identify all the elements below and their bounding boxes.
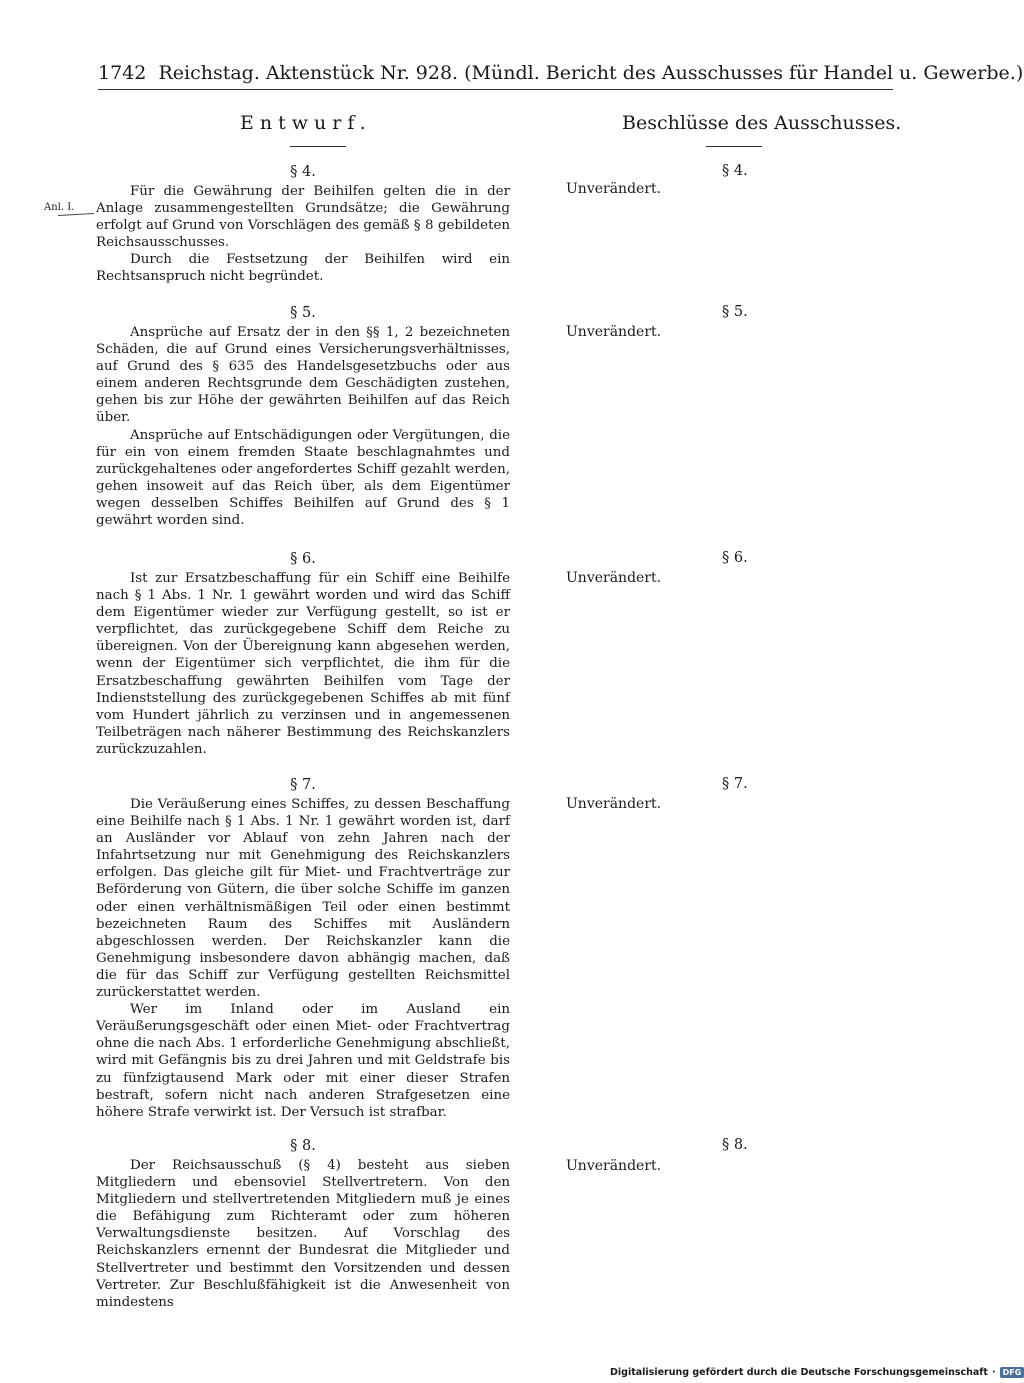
section-text	[96, 324, 510, 529]
section-5	[96, 304, 510, 529]
section-text	[96, 796, 510, 1121]
section-6	[96, 550, 510, 758]
section-7-right-number: § 7.	[722, 776, 748, 792]
paragraph: Wer im Inland oder im Ausland ein Veräußerungsgeschäft oder einen Miet- oder Frachtvertrag ohne die nach Abs. 1 erforderliche Genehmigung abschließt, wird mit Gefängnis bis zu drei Jahren und mit Geldstrafe bis zu fünfzigtausend Mark oder mit einer dieser Strafen bestraft, sofern nicht nach anderen Strafgesetzen eine höhere Strafe verwirkt ist. Der Versuch ist strafbar.	[96, 1002, 510, 1120]
left-column-title: Entwurf.	[240, 112, 372, 134]
margin-note-line	[58, 213, 94, 216]
section-4-right-number: § 4.	[722, 163, 748, 179]
section-number: § 8.	[290, 1138, 316, 1154]
right-column-title: Beschlüsse des Ausschusses.	[622, 112, 902, 134]
page-number: 1742	[98, 62, 147, 84]
paragraph: Die Veräußerung eines Schiffes, zu dessen Beschaffung eine Beihilfe nach § 1 Abs. 1 Nr. 1 gewährt worden ist, darf an Ausländer vor Ablauf von zehn Jahren nach der Infahrtsetzung nur mit Genehmigung des Reichskanzlers erfolgen. Das gleiche gilt für Miet- und Frachtverträge zur Beförderung von Gütern, die über solche Schiffe im ganzen oder einen verhältnismäßigen Teil oder einen bestimmt bezeichneten Raum des Schiffes mit Ausländern abgeschlossen werden. Der Reichskanzler kann die Genehmigung insbesondere davon abhängig machen, daß die für das Schiff zur Verfügung gestellten Reichsmittel zurückerstattet werden.	[96, 797, 510, 1001]
section-text	[96, 1157, 510, 1311]
section-5-decision: Unverändert.	[566, 324, 662, 340]
section-7-decision: Unverändert.	[566, 796, 662, 812]
section-8	[96, 1137, 510, 1311]
running-title: Reichstag. Aktenstück Nr. 928. (Mündl. Bericht des Ausschusses für Handel u. Gewerbe.)	[158, 62, 1024, 84]
running-header	[98, 62, 1024, 84]
footer-text: Digitalisierung gefördert durch die Deutsche Forschungsgemeinschaft	[610, 1367, 988, 1378]
section-5-right-number: § 5.	[722, 304, 748, 320]
right-title-rule	[706, 146, 762, 147]
section-8-right-number: § 8.	[722, 1137, 748, 1153]
section-7	[96, 776, 510, 1121]
section-number: § 6.	[290, 551, 316, 567]
section-6-decision: Unverändert.	[566, 570, 662, 586]
section-number: § 7.	[290, 777, 316, 793]
section-6-right-number: § 6.	[722, 550, 748, 566]
paragraph: Ist zur Ersatzbeschaffung für ein Schiff eine Beihilfe nach § 1 Abs. 1 Nr. 1 gewährt worden und wird das Schiff dem Eigentümer wieder zur Verfügung gestellt, so ist er verpflichtet, das zurückgegebene Schiff dem Reiche zu übereignen. Von der Übereignung kann abgesehen werden, wenn der Eigentümer sich verpflichtet, die ihm für die Ersatzbeschaffung gewährten Beihilfen vom Tage der Indienststellung des zurückgegebenen Schiffes ab mit fünf vom Hundert jährlich zu verzinsen und in angemessenen Teilbeträgen nach näherer Bestimmung des Reichskanzlers zurückzuzahlen.	[96, 571, 510, 757]
section-4	[96, 163, 510, 286]
section-4-decision: Unverändert.	[566, 181, 662, 197]
section-number: § 4.	[290, 164, 316, 180]
left-title-rule	[290, 146, 346, 147]
section-text	[96, 570, 510, 758]
dfg-logo-icon: DFG	[1000, 1367, 1024, 1378]
margin-note: Anl. I.	[44, 202, 75, 213]
paragraph: Durch die Festsetzung der Beihilfen wird ein Rechtsanspruch nicht begründet.	[96, 252, 510, 285]
section-8-decision: Unverändert.	[566, 1158, 662, 1174]
paragraph: Ansprüche auf Ersatz der in den §§ 1, 2 bezeichneten Schäden, die auf Grund eines Versicherungsverhältnisses, auf Grund des § 635 des Handelsgesetzbuchs oder aus einem anderen Rechtsgrunde dem Geschädigten zustehen, gehen bis zur Höhe der gewährten Beihilfen auf das Reich über.	[96, 325, 510, 426]
section-number: § 5.	[290, 305, 316, 321]
section-text	[96, 183, 510, 286]
paragraph: Ansprüche auf Entschädigungen oder Vergütungen, die für ein von einem fremden Staate beschlagnahmtes und zurückgehaltenes oder angefordertes Schiff gezahlt werden, gehen insoweit auf das Reich über, als dem Eigentümer wegen desselben Schiffes Beihilfen auf Grund des § 1 gewährt worden sind.	[96, 427, 510, 529]
paragraph: Der Reichsausschuß (§ 4) besteht aus sieben Mitgliedern und ebensoviel Stellvertretern. Von den Mitgliedern und stellvertretenden Mitgliedern muß je eines die Befähigung zum Richteramt oder zum höheren Verwaltungsdienste besitzen. Auf Vorschlag des Reichskanzlers ernennt der Bundesrat die Mitglieder und Stellvertreter und bestimmt den Vorsitzenden und dessen Vertreter. Zur Beschlußfähigkeit ist die Anwesenheit von mindestens	[96, 1158, 510, 1310]
footer-credit: Digitalisierung gefördert durch die Deutsche Forschungsgemeinschaft · DFG	[610, 1367, 1024, 1378]
paragraph: Für die Gewährung der Beihilfen gelten die in der Anlage zusammengestellten Grundsätze; die Gewährung erfolgt auf Grund von Vorschlägen des gemäß § 8 gebildeten Reichsausschusses.	[96, 184, 510, 251]
header-rule	[98, 89, 893, 90]
